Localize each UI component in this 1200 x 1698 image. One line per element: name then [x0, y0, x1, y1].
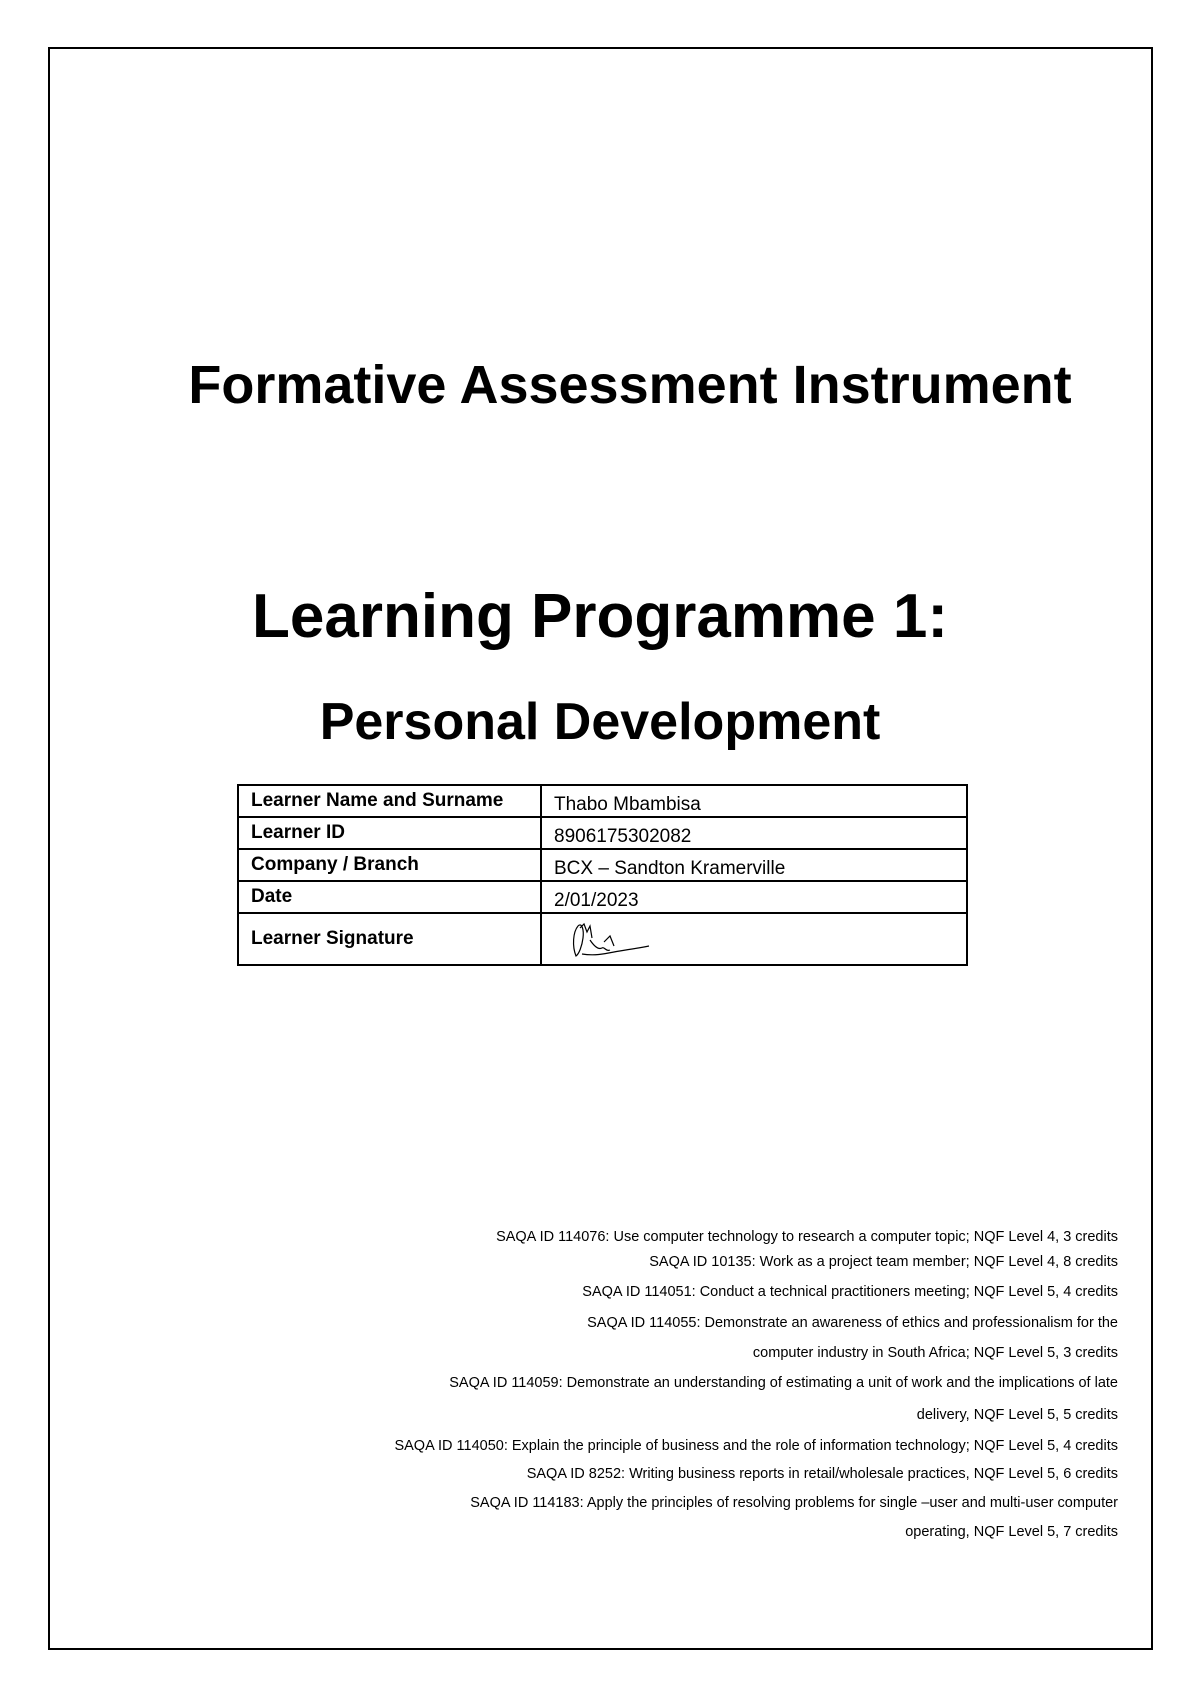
unit-standard-line: computer industry in South Africa; NQF Level 5, 3 credits: [752, 1345, 1118, 1361]
table-row: [238, 913, 967, 965]
label-learner-signature: Learner Signature: [238, 913, 541, 965]
unit-standard-line: SAQA ID 114051: Conduct a technical practitioners meeting; NQF Level 5, 4 credits: [582, 1284, 1118, 1300]
table-row: [238, 881, 967, 913]
label-company-branch: Company / Branch: [238, 849, 541, 881]
unit-standards-list: [200, 1228, 1118, 1546]
unit-standard-line: SAQA ID 10135: Work as a project team member; NQF Level 4, 8 credits: [649, 1254, 1118, 1270]
value-learner-id: 8906175302082: [541, 817, 967, 849]
unit-standard-line: SAQA ID 114055: Demonstrate an awareness of ethics and professionalism for the: [587, 1315, 1118, 1331]
unit-standard-line: operating, NQF Level 5, 7 credits: [905, 1524, 1118, 1540]
unit-standard-line: SAQA ID 114076: Use computer technology to research a computer topic; NQF Level 4, 3 credits: [496, 1229, 1118, 1245]
programme-title: Learning Programme 1:: [252, 582, 948, 651]
learner-signature: [541, 913, 967, 965]
table-row: [238, 849, 967, 881]
unit-standard-line: SAQA ID 114059: Demonstrate an understanding of estimating a unit of work and the implications of late: [449, 1375, 1118, 1391]
unit-standard-line: delivery, NQF Level 5, 5 credits: [916, 1407, 1118, 1423]
unit-standard-line: SAQA ID 114183: Apply the principles of resolving problems for single –user and multi-user computer: [470, 1495, 1118, 1511]
label-date: Date: [238, 881, 541, 913]
unit-standard-line: SAQA ID 8252: Writing business reports in retail/wholesale practices, NQF Level 5, 6 credits: [526, 1466, 1118, 1482]
learner-info-table: [237, 784, 968, 966]
table-row: [238, 785, 967, 817]
label-learner-name: Learner Name and Surname: [238, 785, 541, 817]
value-date: 2/01/2023: [541, 881, 967, 913]
value-company-branch: BCX – Sandton Kramerville: [541, 849, 967, 881]
document-title: Formative Assessment Instrument: [188, 355, 1072, 415]
label-learner-id: Learner ID: [238, 817, 541, 849]
table-row: [238, 817, 967, 849]
signature-icon: [554, 916, 674, 962]
unit-standard-line: SAQA ID 114050: Explain the principle of business and the role of information technology; NQF Level 5, 4 credits: [394, 1438, 1118, 1454]
subject-title: Personal Development: [319, 693, 881, 751]
value-learner-name: Thabo Mbambisa: [541, 785, 967, 817]
